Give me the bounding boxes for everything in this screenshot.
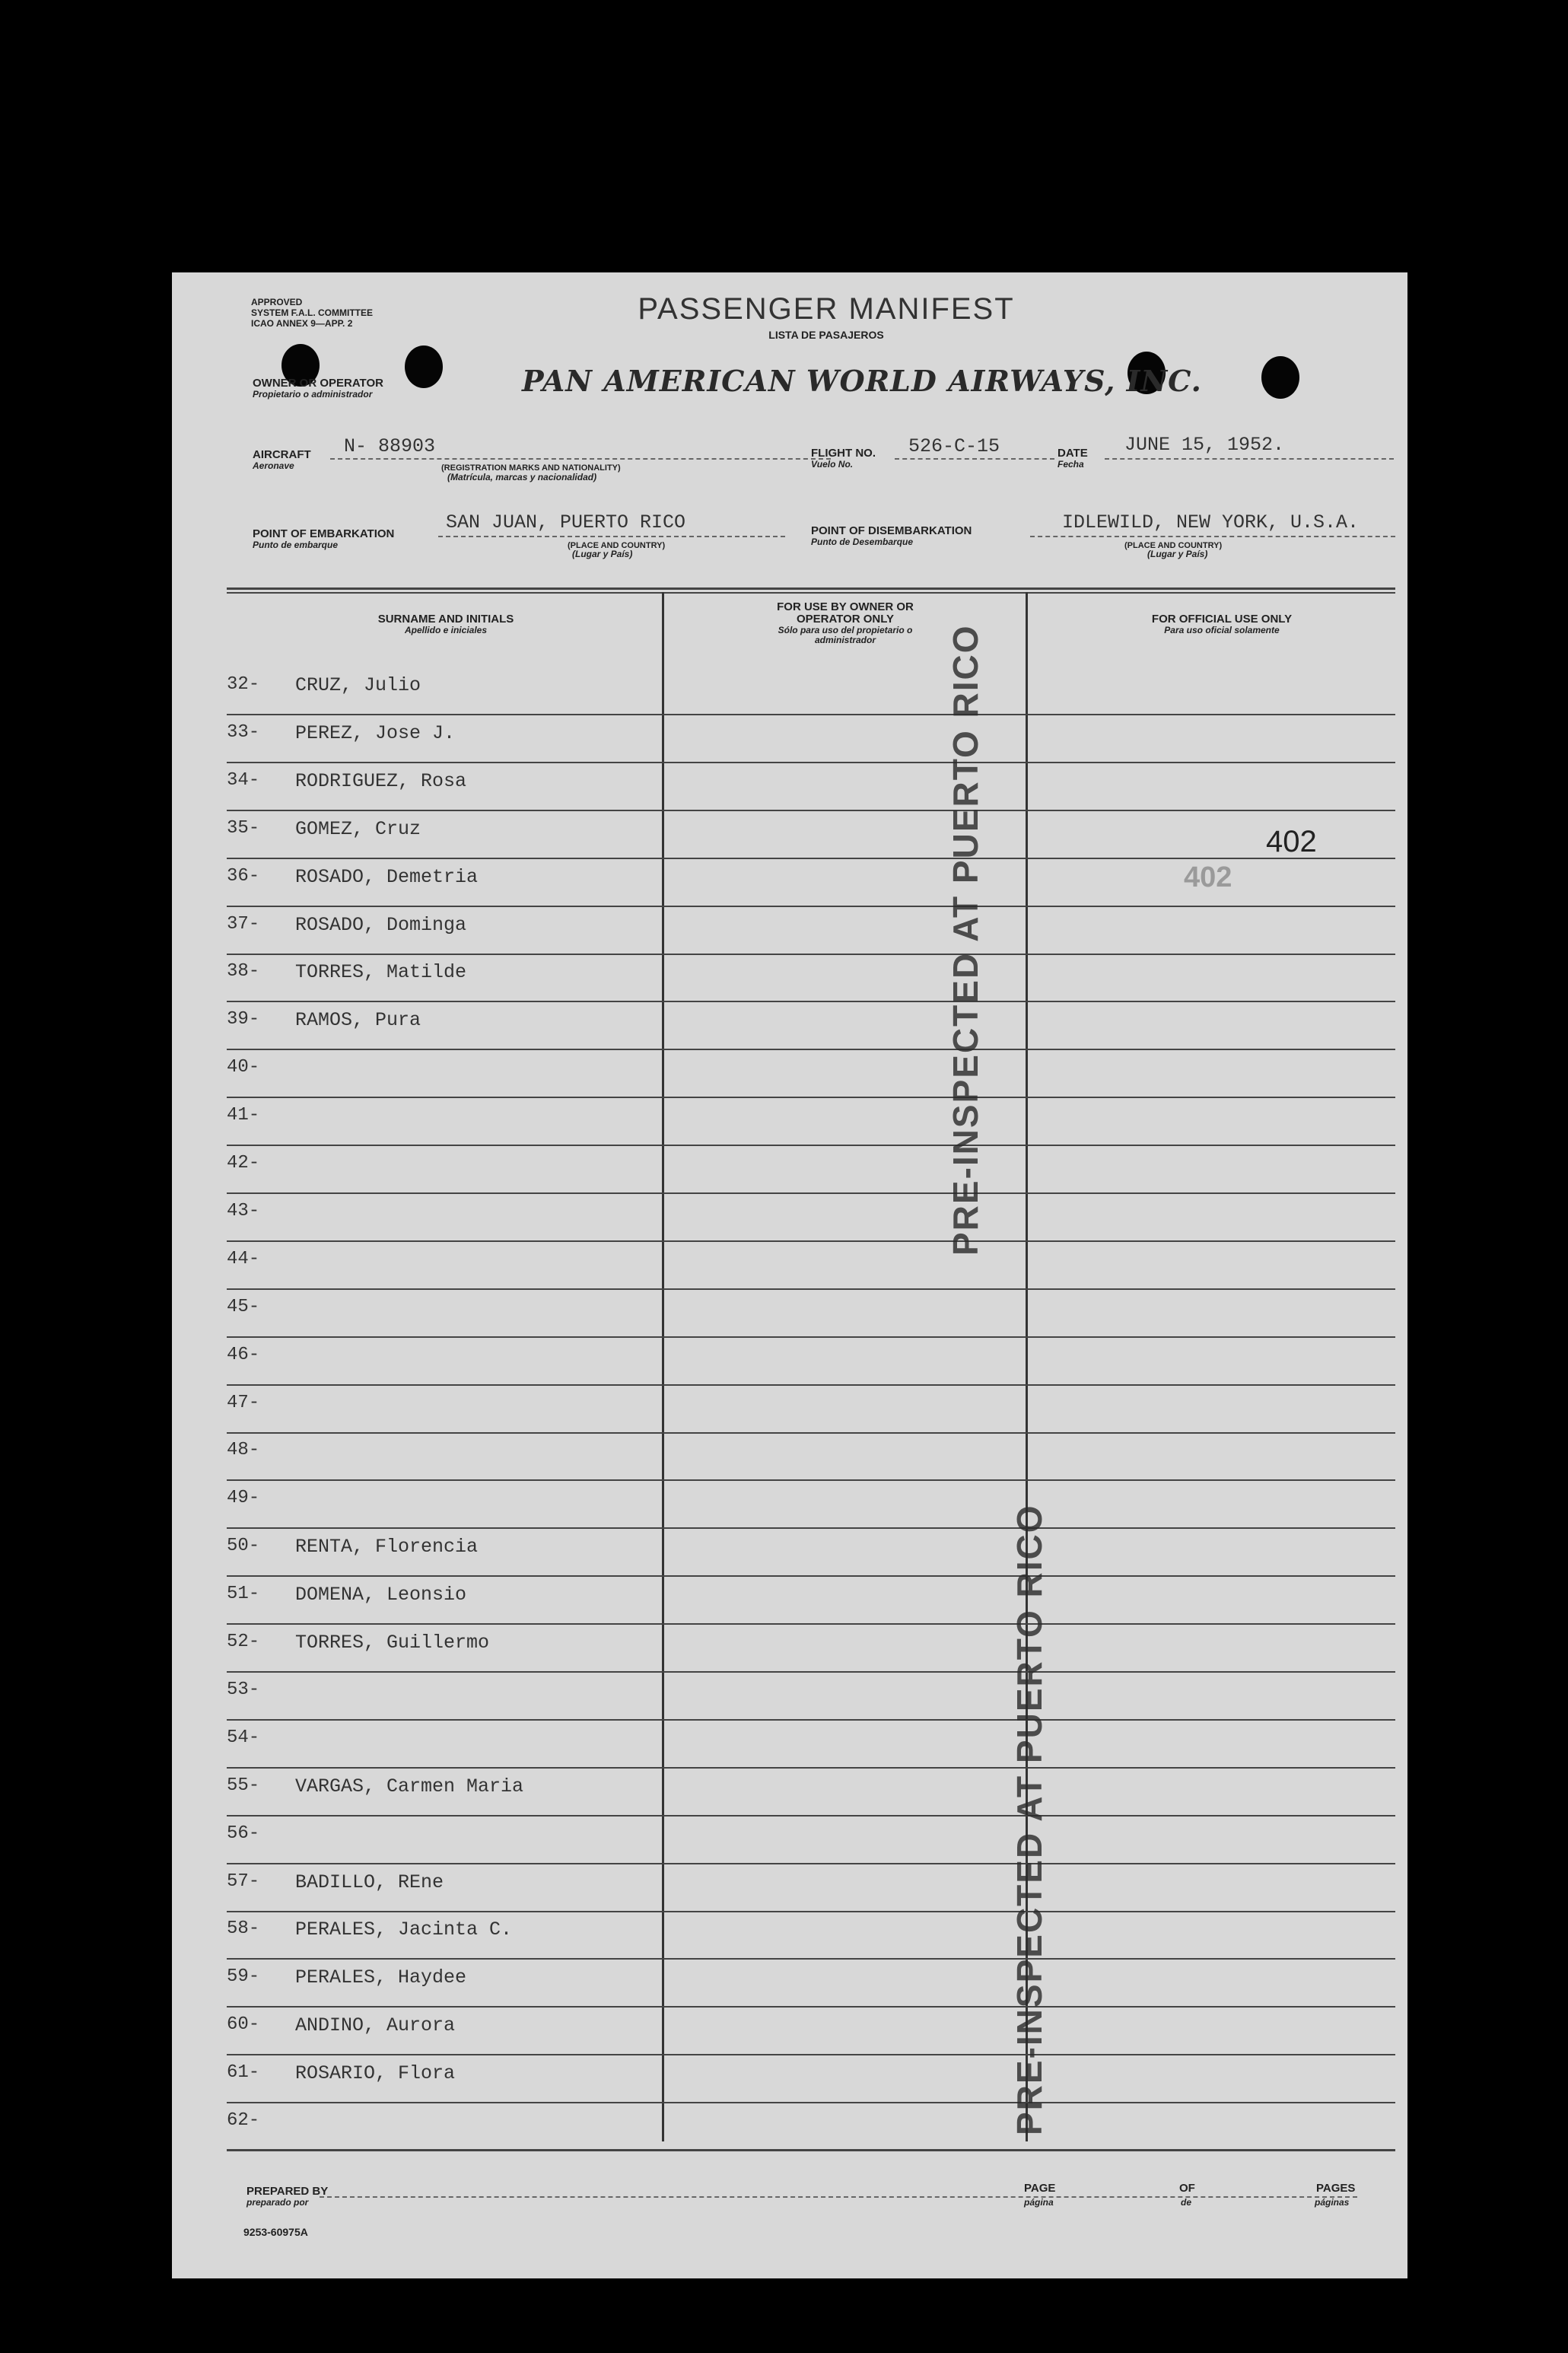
row-number: 34- [227, 769, 260, 791]
row-number: 41- [227, 1105, 260, 1126]
embark-line [438, 536, 785, 537]
passenger-name: VARGAS, Carmen Maria [295, 1775, 524, 1797]
prepared-label: PREPARED BY [246, 2185, 329, 2198]
form-number: 9253-60975A [243, 2226, 308, 2238]
row-number: 54- [227, 1727, 260, 1748]
owner-use-header: FOR USE BY OWNER OR OPERATOR ONLY [777, 600, 914, 626]
row-number: 48- [227, 1440, 260, 1461]
row-number: 62- [227, 2110, 260, 2131]
row-number: 47- [227, 1392, 260, 1413]
passenger-name: ROSADO, Dominga [295, 913, 467, 936]
table-row [227, 1432, 1395, 1481]
pages-label: PAGES [1313, 2183, 1358, 2195]
row-number: 52- [227, 1632, 260, 1652]
table-row [227, 2103, 1395, 2151]
passenger-name: GOMEZ, Cruz [295, 817, 421, 840]
row-number: 37- [227, 913, 260, 935]
flight-line [895, 458, 1054, 460]
row-number: 35- [227, 817, 260, 839]
passenger-name: TORRES, Matilde [295, 961, 467, 984]
table-top-rule-2 [227, 592, 1395, 594]
row-number: 50- [227, 1536, 260, 1557]
table-row [227, 1337, 1395, 1386]
passenger-name: RODRIGUEZ, Rosa [295, 769, 467, 792]
row-number: 46- [227, 1344, 260, 1365]
passenger-name: ROSADO, Demetria [295, 865, 479, 888]
row-number: 42- [227, 1153, 260, 1173]
manifest-sheet [172, 272, 1407, 2278]
table-row [227, 1720, 1395, 1769]
passenger-name: DOMENA, Leonsio [295, 1584, 467, 1606]
passenger-name: BADILLO, REne [295, 1871, 444, 1893]
row-number: 51- [227, 1584, 260, 1605]
table-row [227, 1289, 1395, 1338]
surname-header-es: Apellido e iniciales [404, 625, 488, 635]
row-number: 56- [227, 1823, 260, 1844]
row-number: 58- [227, 1918, 260, 1940]
registration-note-es: (Matrícula, marcas y nacionalidad) [447, 472, 597, 482]
table-row [227, 1241, 1395, 1290]
table-row [227, 1576, 1395, 1625]
table-row [227, 1385, 1395, 1434]
passenger-name: CRUZ, Julio [295, 674, 421, 696]
owner-label: OWNER OR OPERATOR [253, 377, 383, 390]
disembark-line [1030, 536, 1395, 537]
page-label-es: página [1024, 2197, 1054, 2208]
page-title: PASSENGER MANIFEST [638, 292, 1015, 326]
place-note-es: (Lugar y País) [572, 549, 633, 559]
table-top-rule [227, 587, 1395, 590]
table-row [227, 1097, 1395, 1146]
table-row [227, 1624, 1395, 1673]
table-row [227, 1959, 1395, 2008]
row-number: 45- [227, 1296, 260, 1317]
row-number: 55- [227, 1775, 260, 1796]
aircraft-value: N- 88903 [344, 435, 436, 457]
row-number: 59- [227, 1966, 260, 1988]
approved-line-2: SYSTEM F.A.L. COMMITTEE [251, 307, 374, 318]
table-row [227, 715, 1395, 763]
punch-hole [1261, 356, 1299, 399]
table-row [227, 1001, 1395, 1050]
column-header-surname [240, 613, 651, 635]
passenger-name: TORRES, Guillermo [295, 1632, 490, 1654]
table-row [227, 1193, 1395, 1242]
flight-label: FLIGHT NO. [811, 447, 876, 460]
of-label-es: de [1181, 2197, 1192, 2208]
official-mark-402: 402 [1266, 825, 1317, 858]
row-number: 36- [227, 865, 260, 887]
table-row [227, 2007, 1395, 2055]
table-row [227, 1768, 1395, 1816]
table-row [227, 1528, 1395, 1577]
aircraft-label: AIRCRAFT [253, 448, 311, 461]
table-row [227, 1672, 1395, 1721]
approved-block [251, 297, 373, 329]
official-header-es: Para uso oficial solamente [1164, 625, 1280, 635]
aircraft-line [330, 458, 831, 460]
row-number: 61- [227, 2062, 260, 2084]
table-row [227, 2055, 1395, 2103]
row-number: 38- [227, 961, 260, 982]
table-row [227, 1864, 1395, 1912]
table-row [227, 1145, 1395, 1194]
table-row [227, 954, 1395, 1002]
passenger-name: PERALES, Haydee [295, 1966, 467, 1989]
approved-line-1: APPROVED [251, 297, 303, 307]
disembark-value: IDLEWILD, NEW YORK, U.S.A. [1062, 511, 1360, 533]
passenger-name: PEREZ, Jose J. [295, 721, 456, 744]
row-number: 39- [227, 1009, 260, 1030]
place-note-2: (PLACE AND COUNTRY) [1124, 541, 1223, 550]
airline-name: PAN AMERICAN WORLD AIRWAYS, INC. [522, 364, 1202, 398]
table-row [227, 810, 1395, 859]
row-number: 60- [227, 2014, 260, 2036]
passenger-name: RAMOS, Pura [295, 1009, 421, 1032]
disembark-label-es: Punto de Desembarque [811, 537, 914, 547]
embark-label-es: Punto de embarque [253, 540, 339, 550]
table-bottom-rule [227, 2149, 1395, 2151]
table-row [227, 1049, 1395, 1098]
row-number: 32- [227, 674, 260, 695]
page-subtitle: LISTA DE PASAJEROS [768, 329, 884, 341]
date-label: DATE [1058, 447, 1088, 460]
disembark-label: POINT OF DISEMBARKATION [811, 524, 972, 537]
place-note-2-es: (Lugar y País) [1147, 549, 1208, 559]
owner-use-header-es: Sólo para uso del propietario o administrador [778, 625, 913, 645]
flight-label-es: Vuelo No. [811, 459, 854, 470]
column-header-owner [750, 601, 940, 645]
pre-inspected-stamp: PRE-INSPECTED AT PUERTO RICO [946, 624, 985, 1256]
pre-inspected-stamp: PRE-INSPECTED AT PUERTO RICO [1010, 1504, 1049, 2135]
aircraft-label-es: Aeronave [253, 460, 294, 471]
row-number: 44- [227, 1248, 260, 1269]
row-number: 49- [227, 1488, 260, 1509]
surname-header: SURNAME AND INITIALS [377, 613, 514, 626]
embark-label: POINT OF EMBARKATION [253, 527, 395, 540]
owner-label-es: Propietario o administrador [253, 389, 373, 400]
table-row [227, 1911, 1395, 1960]
row-number: 40- [227, 1057, 260, 1078]
row-number: 43- [227, 1200, 260, 1221]
table-row [227, 667, 1395, 715]
flight-value: 526-C-15 [908, 435, 1000, 457]
official-header: FOR OFFICIAL USE ONLY [1151, 613, 1293, 626]
date-label-es: Fecha [1058, 459, 1084, 470]
table-row [227, 763, 1395, 811]
page-label: PAGE [1021, 2183, 1058, 2195]
passenger-name: ANDINO, Aurora [295, 2014, 456, 2037]
date-value: JUNE 15, 1952. [1124, 434, 1285, 456]
passenger-name: ROSARIO, Flora [295, 2062, 456, 2085]
table-row [227, 906, 1395, 955]
column-header-official [1077, 613, 1366, 635]
passenger-name: RENTA, Florencia [295, 1536, 479, 1559]
table-row [227, 1480, 1395, 1529]
passenger-name: PERALES, Jacinta C. [295, 1918, 513, 1941]
row-number: 53- [227, 1679, 260, 1700]
official-mark-402-faint: 402 [1184, 861, 1232, 893]
row-number: 57- [227, 1871, 260, 1892]
of-label: OF [1176, 2183, 1198, 2195]
pages-label-es: páginas [1315, 2197, 1350, 2208]
row-number: 33- [227, 721, 260, 743]
table-row [227, 1816, 1395, 1864]
prepared-line [320, 2196, 1357, 2198]
place-note: (PLACE AND COUNTRY) [568, 541, 666, 550]
date-line [1105, 458, 1394, 460]
registration-note: (REGISTRATION MARKS AND NATIONALITY) [441, 463, 621, 473]
punch-hole [405, 345, 443, 388]
prepared-label-es: preparado por [246, 2197, 309, 2208]
approved-line-3: ICAO ANNEX 9—APP. 2 [251, 318, 353, 329]
embark-value: SAN JUAN, PUERTO RICO [446, 511, 686, 533]
